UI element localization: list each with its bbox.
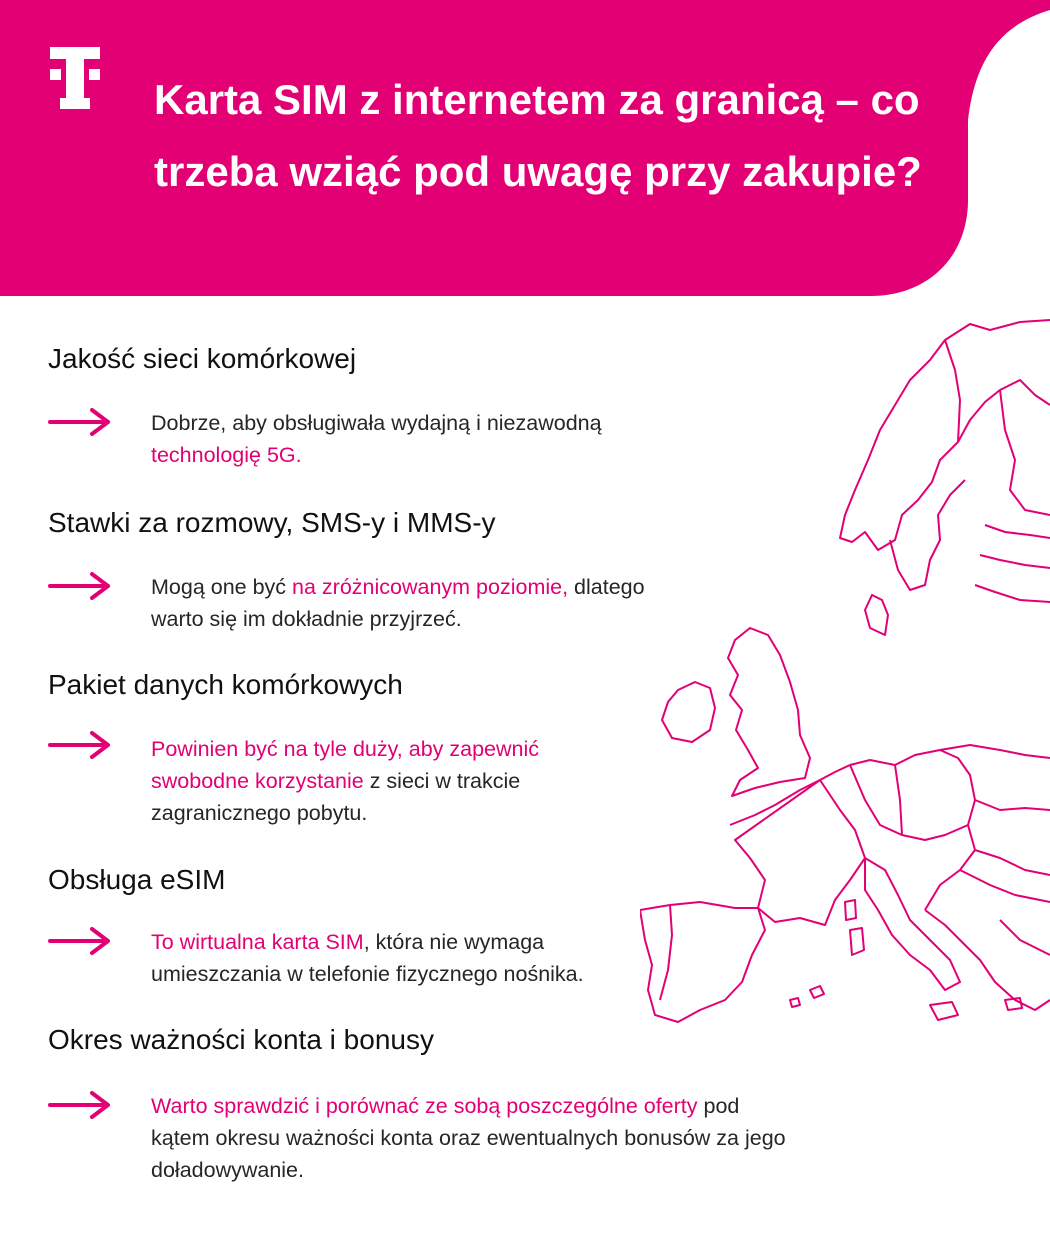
arrow-right-icon xyxy=(48,571,114,601)
telekom-t-logo-icon xyxy=(50,47,100,109)
arrow-right-icon xyxy=(48,407,114,437)
section-heading: Stawki za rozmowy, SMS-y i MMS-y xyxy=(48,507,496,538)
section-description: Mogą one być na zróżnicowanym poziomie, dlatego warto się im dokładnie przyjrzeć. xyxy=(151,575,645,631)
section-description: Powinien być na tyle duży, aby zapewnić swobodne korzystanie z sieci w trakcie zagranicznego pobytu. xyxy=(151,737,540,825)
header-banner xyxy=(0,0,1050,296)
section-call-rates xyxy=(48,505,808,631)
page-title: Karta SIM z internetem za granicą – co trzeba wziąć pod uwagę przy zakupie? xyxy=(154,76,922,195)
arrow-right-icon xyxy=(48,1090,114,1120)
section-description: To wirtualna karta SIM, która nie wymaga umieszczania w telefonie fizycznego nośnika. xyxy=(151,930,584,986)
section-esim-support xyxy=(48,862,808,986)
arrow-right-icon xyxy=(48,730,114,760)
section-heading: Obsługa eSIM xyxy=(48,864,226,895)
section-heading: Jakość sieci komórkowej xyxy=(48,343,357,374)
section-network-quality xyxy=(48,341,808,467)
section-data-package xyxy=(48,667,808,825)
section-heading: Pakiet danych komórkowych xyxy=(48,669,403,700)
section-account-validity xyxy=(48,1022,808,1182)
arrow-right-icon xyxy=(48,926,114,956)
section-heading: Okres ważności konta i bonusy xyxy=(48,1024,434,1055)
section-description: Dobrze, aby obsługiwała wydajną i niezawodną technologię 5G. xyxy=(151,411,602,467)
section-description: Warto sprawdzić i porównać ze sobą poszczególne oferty pod kątem okresu ważności konta oraz ewentualnych bonusów za jego doładowywanie. xyxy=(151,1094,786,1182)
